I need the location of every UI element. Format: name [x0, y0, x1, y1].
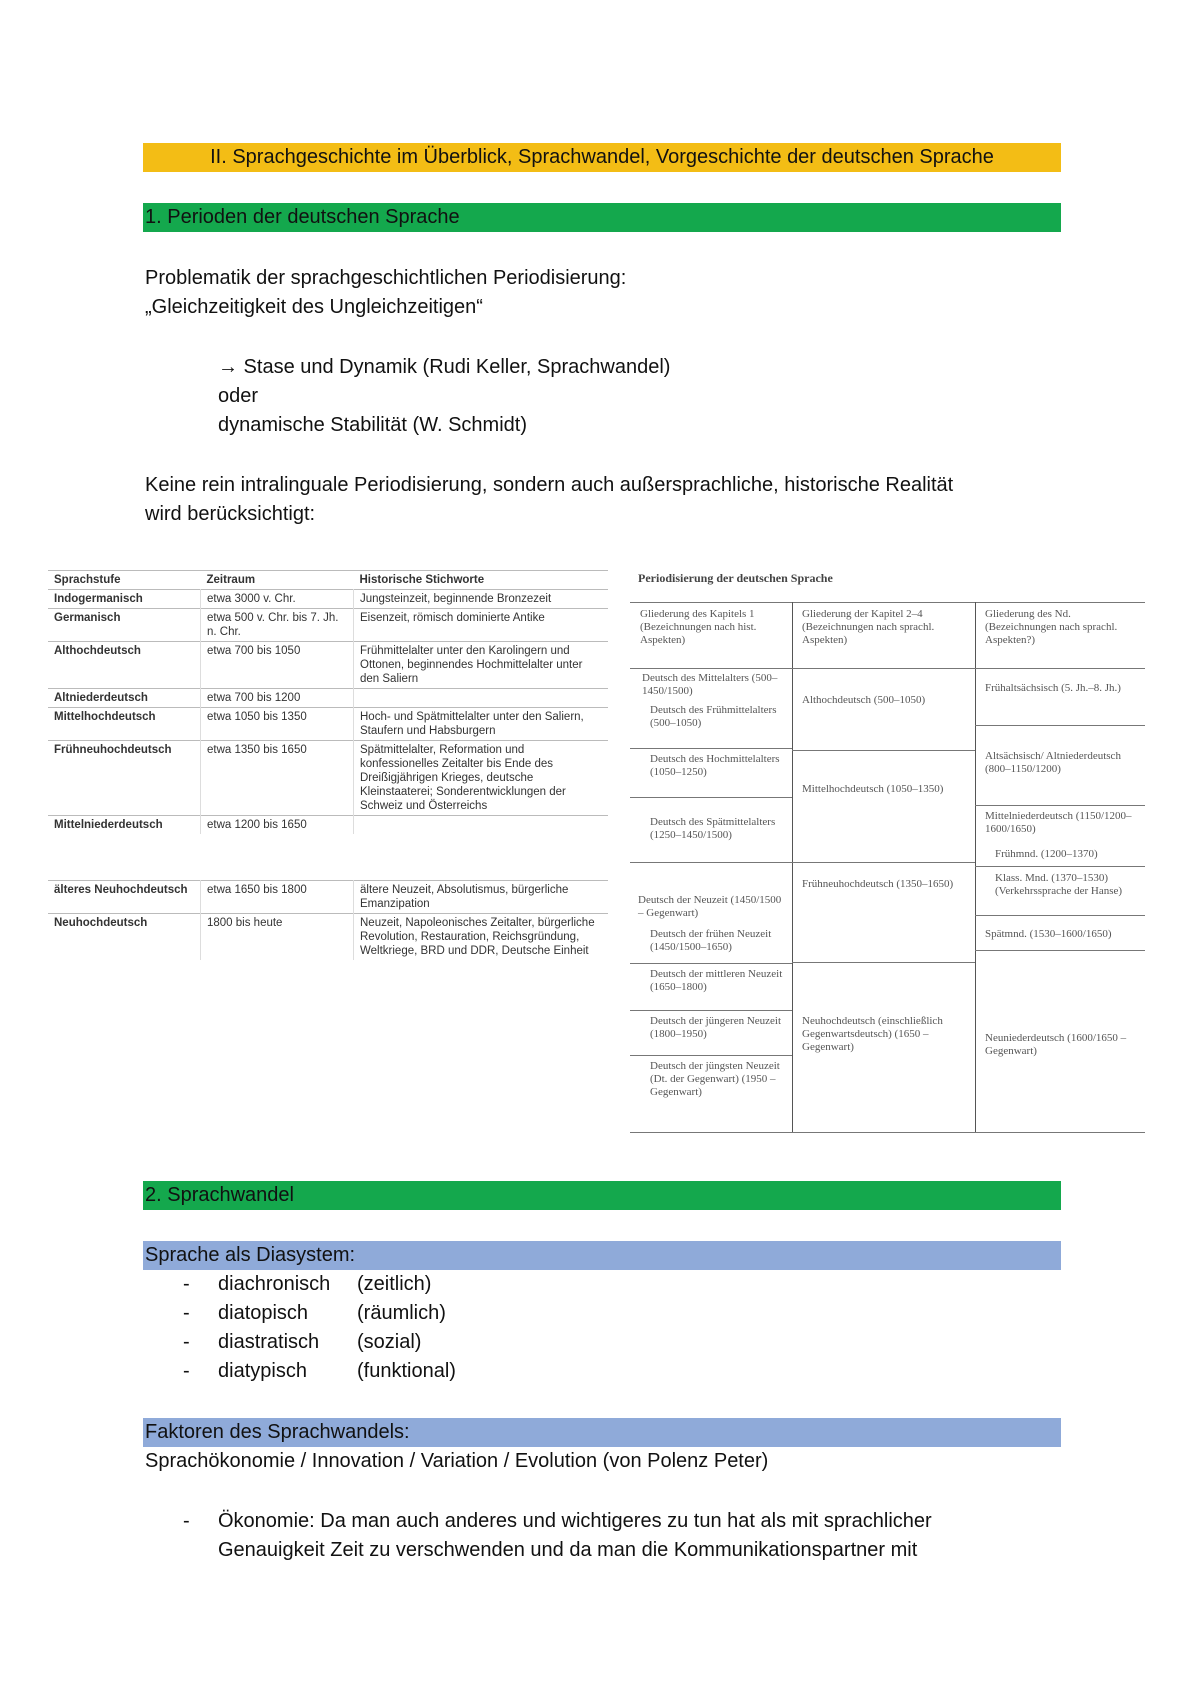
diasystem-gloss: (sozial) [357, 1331, 422, 1353]
diasystem-heading: Sprache als Diasystem: [143, 1241, 1061, 1270]
table-row [48, 689, 608, 708]
scan-c3-a: Frühaltsächsisch (5. Jh.–8. Jh.) [985, 682, 1121, 694]
table-row [48, 642, 608, 689]
table-cell [354, 689, 609, 708]
scan-col2-head: Gliederung der Kapitel 2–4 (Bezeichnungen nach sprachl. Aspekten) [802, 608, 935, 646]
scan-c2-d: Neuhochdeutsch (einschließlich Gegenwartsdeutsch) (1650 – Gegenwart) [802, 1015, 943, 1053]
table-cell: etwa 700 bis 1200 [201, 689, 354, 708]
table-cell: Neuzeit, Napoleonisches Zeitalter, bürgerliche Revolution, Restauration, Reichsgründung, Weltkriege, BRD und DDR, Deutsche Einheit [354, 914, 609, 961]
faktoren-heading: Faktoren des Sprachwandels: [143, 1418, 1061, 1447]
keine-line-2: wird berücksichtigt: [145, 503, 316, 525]
table-cell: etwa 3000 v. Chr. [201, 590, 354, 609]
scan-c1-c: Deutsch des Hochmittelalters (1050–1250) [650, 753, 780, 778]
table-header: Zeitraum [201, 571, 354, 590]
periods-table [48, 570, 608, 834]
scan-c1-f: Deutsch der frühen Neuzeit (1450/1500–1650) [650, 928, 772, 953]
table-cell [354, 816, 609, 835]
diasystem-gloss: (räumlich) [357, 1302, 446, 1324]
oder-line: oder [218, 385, 259, 407]
heading-periods: 1. Perioden der deutschen Sprache [143, 203, 1061, 232]
table-cell: Hoch- und Spätmittelalter unter den Saliern, Staufern und Habsburgern [354, 708, 609, 741]
problem-line-1: Problematik der sprachgeschichtlichen Periodisierung: [145, 267, 627, 289]
table-cell: Mittelniederdeutsch [48, 816, 201, 835]
section-title-bar: II. Sprachgeschichte im Überblick, Sprachwandel, Vorgeschichte der deutschen Sprache [143, 143, 1061, 172]
table-cell: Althochdeutsch [48, 642, 201, 689]
keine-line-1: Keine rein intralinguale Periodisierung, sondern auch außersprachliche, historische Realität [145, 474, 954, 496]
table-row [48, 816, 608, 835]
table-cell: Frühmittelalter unter den Karolingern und Ottonen, beginnendes Hochmittelalter unter den Saliern [354, 642, 609, 689]
table-cell: Frühneuhochdeutsch [48, 741, 201, 816]
diasystem-gloss: (funktional) [357, 1360, 456, 1382]
table-cell: etwa 700 bis 1050 [201, 642, 354, 689]
table-row [48, 881, 608, 914]
bullet-dash: - [183, 1273, 190, 1295]
periods-table-continued [48, 880, 608, 960]
table-row [48, 708, 608, 741]
table-cell: etwa 1650 bis 1800 [201, 881, 354, 914]
scan-c1-e: Deutsch der Neuzeit (1450/1500 – Gegenwart) [638, 894, 782, 919]
table-row [48, 590, 608, 609]
table-cell: Indogermanisch [48, 590, 201, 609]
scan-c2-b: Mittelhochdeutsch (1050–1350) [802, 783, 944, 795]
faktoren-line: Sprachökonomie / Innovation / Variation / Evolution (von Polenz Peter) [145, 1450, 769, 1472]
scan-c1-i: Deutsch der jüngsten Neuzeit (Dt. der Gegenwart) (1950 – Gegenwart) [650, 1060, 780, 1098]
diasystem-term: diatopisch [218, 1302, 309, 1324]
table-header: Sprachstufe [48, 571, 201, 590]
table-cell: etwa 1200 bis 1650 [201, 816, 354, 835]
scan-c3-g: Neuniederdeutsch (1600/1650 – Gegenwart) [985, 1032, 1127, 1057]
oekonomie-line-1: Ökonomie: Da man auch anderes und wichtigeres zu tun hat als mit sprachlicher [218, 1510, 932, 1532]
scan-c1-h: Deutsch der jüngeren Neuzeit (1800–1950) [650, 1015, 782, 1040]
arrow-line: → Stase und Dynamik (Rudi Keller, Sprachwandel) [218, 356, 671, 378]
diasystem-gloss: (zeitlich) [357, 1273, 432, 1295]
periodization-scan [630, 560, 1150, 1140]
heading-sprachwandel: 2. Sprachwandel [143, 1181, 1061, 1210]
table-cell: Neuhochdeutsch [48, 914, 201, 961]
table-cell: Mittelhochdeutsch [48, 708, 201, 741]
oekonomie-line-2: Genauigkeit Zeit zu verschwenden und da man die Kommunikationspartner mit [218, 1539, 918, 1561]
bullet-dash: - [183, 1360, 190, 1382]
scan-c1-a: Deutsch des Mittelalters (500–1450/1500) [642, 672, 778, 697]
table-header: Historische Stichworte [354, 571, 609, 590]
diasystem-term: diastratisch [218, 1331, 320, 1353]
scan-c1-d: Deutsch des Spätmittelalters (1250–1450/1500) [650, 816, 776, 841]
scan-c3-b: Altsächsisch/ Altniederdeutsch (800–1150/1200) [985, 750, 1121, 775]
table-cell: 1800 bis heute [201, 914, 354, 961]
table-cell: etwa 1050 bis 1350 [201, 708, 354, 741]
table-row [48, 741, 608, 816]
table-cell: etwa 1350 bis 1650 [201, 741, 354, 816]
bullet-dash: - [183, 1510, 190, 1532]
table-cell: Eisenzeit, römisch dominierte Antike [354, 609, 609, 642]
diasystem-term: diachronisch [218, 1273, 331, 1295]
table-cell: etwa 500 v. Chr. bis 7. Jh. n. Chr. [201, 609, 354, 642]
problem-line-2: „Gleichzeitigkeit des Ungleichzeitigen“ [145, 296, 483, 318]
scan-c2-a: Althochdeutsch (500–1050) [802, 694, 926, 706]
scan-c1-g: Deutsch der mittleren Neuzeit (1650–1800) [650, 968, 783, 993]
scan-c1-b: Deutsch des Frühmittelalters (500–1050) [650, 704, 777, 729]
scan-col1-head: Gliederung des Kapitels 1 (Bezeichnungen nach hist. Aspekten) [640, 608, 757, 646]
table-cell: Altniederdeutsch [48, 689, 201, 708]
scan-c3-f: Spätmnd. (1530–1600/1650) [985, 928, 1112, 940]
table-cell: Spätmittelalter, Reformation und konfessionelles Zeitalter bis Ende des Dreißigjährigen Krieges, deutsche Kleinstaaterei; Sonderentwicklungen der Schweiz und Österreichs [354, 741, 609, 816]
diasystem-term: diatypisch [218, 1360, 307, 1382]
bullet-dash: - [183, 1302, 190, 1324]
table-cell: Germanisch [48, 609, 201, 642]
table-cell: älteres Neuhochdeutsch [48, 881, 201, 914]
scan-col3-head: Gliederung des Nd. (Bezeichnungen nach sprachl. Aspekten?) [985, 608, 1118, 646]
table-row [48, 609, 608, 642]
table-cell: Jungsteinzeit, beginnende Bronzezeit [354, 590, 609, 609]
table-row [48, 914, 608, 961]
scan-title: Periodisierung der deutschen Sprache [638, 571, 833, 585]
table-cell: ältere Neuzeit, Absolutismus, bürgerliche Emanzipation [354, 881, 609, 914]
bullet-dash: - [183, 1331, 190, 1353]
scan-c2-c: Frühneuhochdeutsch (1350–1650) [802, 878, 954, 890]
scan-c3-d: Frühmnd. (1200–1370) [995, 848, 1098, 860]
dynamic-stability-line: dynamische Stabilität (W. Schmidt) [218, 414, 527, 436]
scan-c3-e: Klass. Mnd. (1370–1530) (Verkehrssprache der Hanse) [995, 872, 1123, 897]
scan-c3-c: Mittelniederdeutsch (1150/1200–1600/1650) [985, 810, 1132, 835]
